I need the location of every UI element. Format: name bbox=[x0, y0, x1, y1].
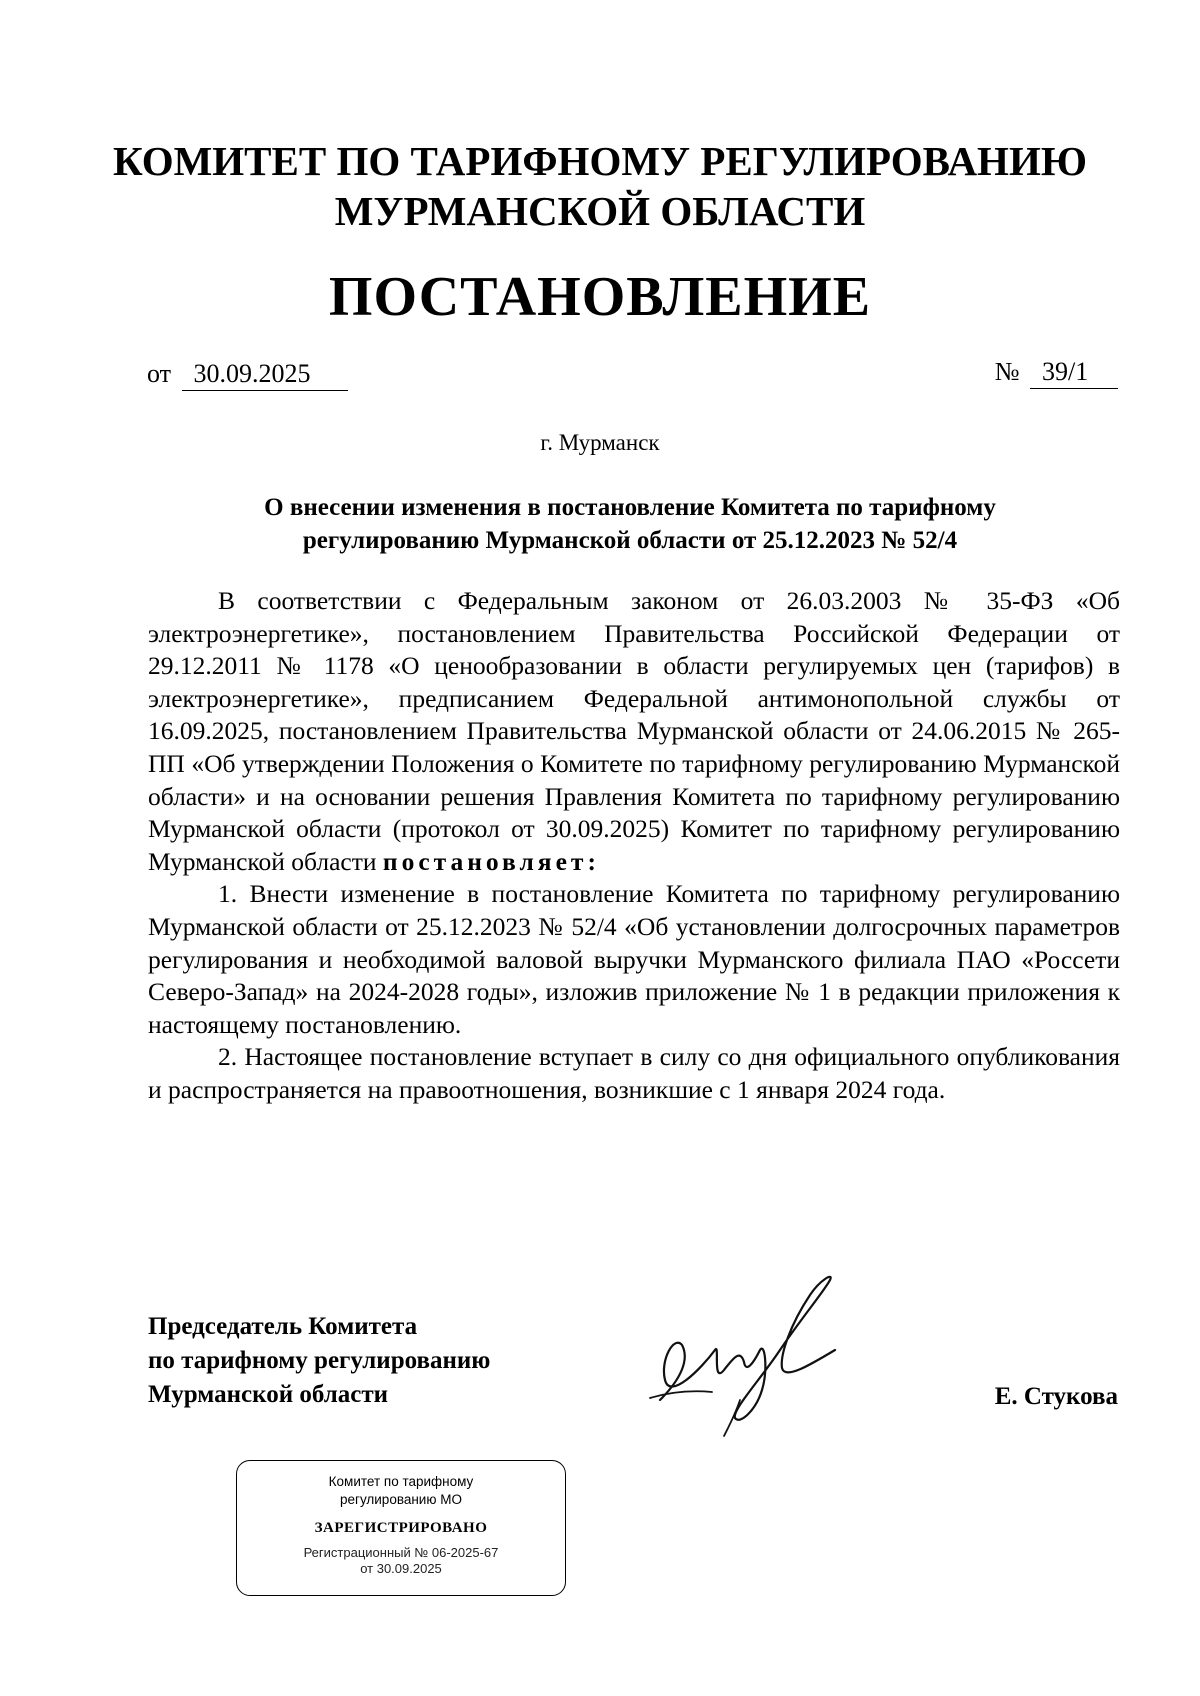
stamp-status: ЗАРЕГИСТРИРОВАНО bbox=[314, 1520, 488, 1536]
document-number bbox=[995, 356, 1118, 389]
organization-title-line2: МУРМАНСКОЙ ОБЛАСТИ bbox=[334, 188, 866, 234]
number-value: 39/1 bbox=[1030, 356, 1118, 389]
signer-title-line1: Председатель Комитета bbox=[148, 1313, 418, 1340]
handwritten-signature bbox=[620, 1250, 880, 1440]
subject-line1: О внесении изменения в постановление Комитета по тарифному bbox=[264, 494, 996, 521]
document-type: ПОСТАНОВЛЕНИЕ bbox=[328, 266, 872, 328]
signer-title-line3: Мурманской области bbox=[148, 1381, 389, 1408]
signer-name: Е. Стукова bbox=[994, 1383, 1118, 1410]
decides-colon: : bbox=[587, 846, 600, 876]
document-subject bbox=[180, 491, 1080, 557]
date-value: 30.09.2025 bbox=[182, 358, 348, 391]
subject-line2: регулированию Мурманской области от 25.12.2023 № 52/4 bbox=[302, 527, 958, 554]
stamp-org-line2: регулированию МО bbox=[340, 1492, 462, 1507]
number-prefix: № bbox=[994, 357, 1020, 386]
registration-stamp bbox=[236, 1460, 566, 1596]
stamp-reg-date: от 30.09.2025 bbox=[360, 1561, 442, 1576]
organization-title-line1: КОМИТЕТ ПО ТАРИФНОМУ РЕГУЛИРОВАНИЮ bbox=[112, 138, 1087, 184]
decides-word: постановляет bbox=[382, 846, 588, 876]
document-body bbox=[148, 585, 1120, 1107]
item-2-paragraph: 2. Настоящее постановление вступает в силу со дня официального опубликования и распространяется на правоотношения, возникшие с 1 января 2024 года. bbox=[148, 1042, 1120, 1104]
organization-title bbox=[100, 136, 1100, 236]
stamp-org-line1: Комитет по тарифному bbox=[328, 1474, 474, 1489]
item-1-paragraph: 1. Внести изменение в постановление Комитета по тарифному регулированию Мурманской области от 25.12.2023 № 52/4 «Об установлении долгосрочных параметров регулирования и необходимой валовой выручки Мурманского филиала ПАО «Россети Северо-Запад» на 2024-2028 годы», изложив приложение № 1 в редакции приложения к настоящему постановлению. bbox=[148, 879, 1120, 1039]
stamp-reg-number: Регистрационный № 06-2025-67 bbox=[303, 1545, 499, 1560]
document-date bbox=[147, 358, 348, 391]
preamble-text: В соответствии с Федеральным законом от 26.03.2003 № 35-ФЗ «Об электроэнергетике», постановлением Правительства Российской Федерации от 29.12.2011 № 1178 «О ценообразовании в области регулируемых цен (тарифов) в электроэнергетике», предписанием Федеральной антимонопольной службы от 16.09.2025, постановлением Правительства Мурманской области от 24.06.2015 № 265-ПП «Об утверждении Положения о Комитете по тарифному регулированию Мурманской области» и на основании решения Правления Комитета по тарифному регулированию Мурманской области (протокол от 30.09.2025) Комитет по тарифному регулированию Мурманской области bbox=[148, 586, 1120, 876]
signer-title bbox=[148, 1310, 668, 1412]
city: г. Мурманск bbox=[540, 430, 660, 455]
preamble-paragraph bbox=[148, 585, 1120, 878]
signer-title-line2: по тарифному регулированию bbox=[148, 1347, 491, 1374]
date-prefix: от bbox=[147, 359, 172, 388]
